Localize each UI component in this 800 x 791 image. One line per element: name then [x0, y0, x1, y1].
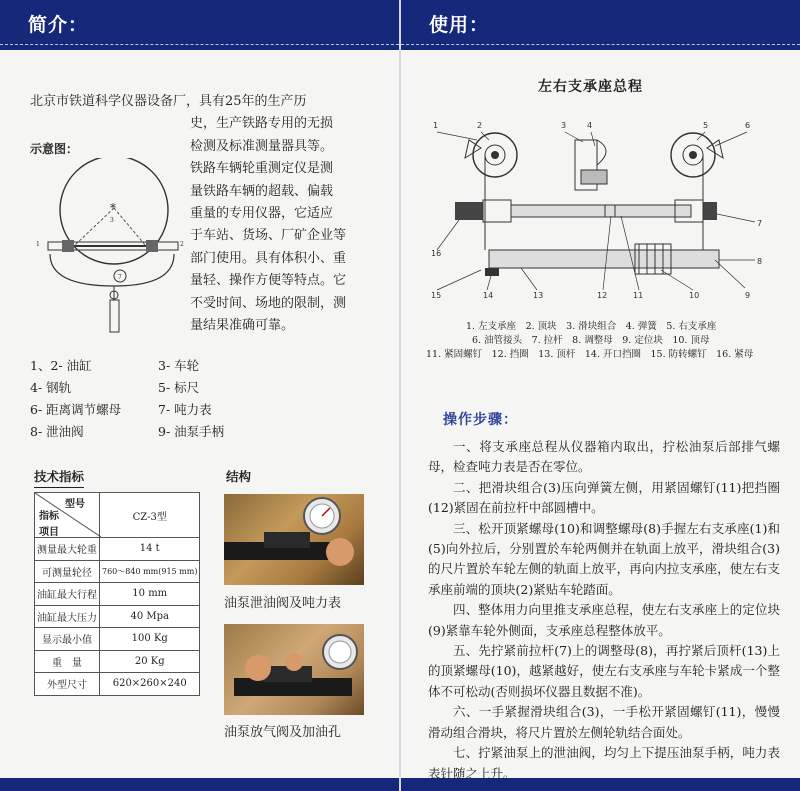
spec-key: 重 量: [35, 650, 100, 673]
diagram-legend: [426, 320, 796, 362]
table-row: [35, 650, 200, 673]
spec-value: 20 Kg: [100, 650, 200, 673]
callout-11: 11: [633, 291, 644, 300]
callout-6: 6: [745, 121, 751, 130]
callout-10: 10: [689, 291, 700, 300]
parts-row: [30, 356, 370, 378]
spec-index-label: 指标: [39, 511, 59, 522]
svg-text:7: 7: [118, 274, 122, 281]
pump-photo-1-art: [224, 494, 364, 585]
part-item: 6- 距离调节螺母: [30, 402, 122, 417]
intro-line: 铁路车辆轮重测定仪是测: [190, 161, 334, 177]
structure-section-title: [226, 467, 251, 485]
intro-line: 量铁路车辆的超载、偏载: [190, 183, 334, 199]
support-assembly-diagram: [425, 110, 795, 310]
part-item: 3- 车轮: [158, 358, 200, 373]
spec-model-label: 型号: [65, 499, 85, 510]
step-paragraph: 二、把滑块组合(3)压向弹簧左侧，用紧固螺钉(11)把挡圈(12)紧固在前拉杆中部圆槽中。: [428, 479, 780, 516]
header-dash-line: [401, 44, 800, 45]
right-header-band: [401, 0, 800, 50]
callout-1: 1: [433, 121, 439, 130]
right-header-title: 使用：: [429, 14, 490, 36]
spec-diag-cell: [35, 493, 100, 538]
intro-line: 量结果准确可靠。: [190, 318, 295, 334]
structure-title-text: 结构: [226, 469, 252, 484]
spec-value: 40 Mpa: [100, 605, 200, 628]
step-paragraph: 三、松开顶紧螺母(10)和调整螺母(8)手握左右支承座(1)和(5)向外拉后，分别置於车轮两侧并在轨面上放平，滑块组合(3)的尺片置於车轮左侧的轨面上放平，再向内拉支承座，使左右支承座前端的顶块(2)紧贴车轮踏面。: [428, 520, 780, 597]
spec-value: 10 mm: [100, 583, 200, 606]
callout-7: 7: [757, 219, 763, 228]
svg-text:1: 1: [36, 241, 40, 248]
legend-row: 1. 左支承座 2. 顶块 3. 滑块组合 4. 弹簧 5. 右支承座: [466, 321, 717, 332]
svg-text:*: *: [110, 201, 116, 215]
legend-row: 6. 油管接头 7. 拉杆 8. 调整母 9. 定位块 10. 顶母: [472, 335, 710, 346]
intro-line: 检测及标准测量器具等。: [190, 138, 334, 154]
callout-4: 4: [587, 121, 593, 130]
spec-value: 760～840 mm(915 mm): [100, 560, 200, 583]
spec-item-label: 项目: [39, 527, 59, 538]
left-footer-band: [0, 778, 399, 791]
step-paragraph: 六、一手紧握滑块组合(3)，一手松开紧固螺钉(11)，慢慢滑动组合滑块，将尺片置於左侧轮轨结合面处。: [428, 704, 780, 740]
left-panel: [0, 0, 399, 791]
left-header-title: 简介：: [28, 14, 89, 36]
pump-photo-2-art: [224, 624, 364, 715]
wheel-sketch-diagram: [34, 158, 184, 343]
spec-table: [34, 492, 200, 696]
parts-row: [30, 378, 370, 400]
parts-row: [30, 400, 370, 422]
step-paragraph: 五、先拧紧前拉杆(7)上的调整母(8)，再拧紧后顶杆(13)上的顶紧螺母(10)，越紧越好，使左右支承座与车轮卡紧成一个整体不可松动(否则损坏仪器且数据不准)。: [428, 643, 780, 699]
spec-key: 测量最大轮重: [35, 538, 100, 561]
spec-key: 显示最小值: [35, 628, 100, 651]
photo-caption-2: 油泵放气阀及加油孔: [224, 725, 342, 740]
callout-16: 16: [431, 249, 442, 258]
parts-list: [30, 356, 370, 444]
callout-5: 5: [703, 121, 709, 130]
table-row: [35, 583, 200, 606]
parts-row: [30, 422, 370, 444]
callout-15: 15: [431, 291, 442, 300]
legend-row: 11. 紧固螺钉 12. 挡圈 13. 顶杆 14. 开口挡圈 15. 防转螺钉 16. 紧母: [426, 349, 754, 360]
callout-13: 13: [533, 291, 544, 300]
spec-header-row: [35, 493, 200, 538]
spec-key: 可测量轮径: [35, 560, 100, 583]
intro-line: 量轻、操作方便等特点。它: [190, 273, 347, 289]
callout-14: 14: [483, 291, 494, 300]
callout-3: 3: [561, 121, 567, 130]
pump-photo-1: [224, 494, 364, 585]
svg-text:2: 2: [180, 241, 184, 248]
intro-line: 不受时间、场地的限制，测: [190, 295, 347, 311]
header-dash-line: [0, 44, 399, 45]
spec-value: 100 Kg: [100, 628, 200, 651]
spec-key: 外型尺寸: [35, 673, 100, 696]
intro-line: 北京市铁道科学仪器设备厂，具有25年的生产历: [30, 94, 307, 109]
operation-steps: [428, 437, 780, 784]
spec-key: 油缸最大行程: [35, 583, 100, 606]
intro-line: 部门使用。具有体积小、重: [190, 250, 347, 266]
table-row: [35, 538, 200, 561]
intro-line: 于车站、货场、厂矿企业等: [190, 228, 347, 244]
part-item: 8- 泄油阀: [30, 424, 84, 439]
part-item: 1、2- 油缸: [30, 358, 92, 373]
left-header-band: [0, 0, 399, 50]
callout-9: 9: [745, 291, 751, 300]
table-row: [35, 673, 200, 696]
diagram-title: 左右支承座总程: [538, 79, 643, 95]
table-row: [35, 628, 200, 651]
callout-2: 2: [477, 121, 483, 130]
step-paragraph: 一、将支承座总程从仪器箱内取出，拧松油泵后部排气螺母，检查吨力表是否在零位。: [428, 439, 780, 475]
part-item: 4- 钢轨: [30, 380, 72, 395]
spec-value: 14 t: [100, 538, 200, 561]
table-row: [35, 560, 200, 583]
svg-text:3: 3: [110, 217, 114, 224]
spec-section-title: [34, 467, 84, 488]
part-item: 7- 吨力表: [158, 402, 212, 417]
spec-value: 620×260×240: [100, 673, 200, 696]
step-paragraph: 七、拧紧油泵上的泄油阀，均匀上下提压油泵手柄，吨力表表针随之上升。: [428, 745, 780, 781]
table-row: [35, 605, 200, 628]
callout-8: 8: [757, 257, 763, 266]
spec-key: 油缸最大压力: [35, 605, 100, 628]
callout-12: 12: [597, 291, 608, 300]
part-item: 9- 油泵手柄: [158, 424, 225, 439]
intro-line: 史，生产铁路专用的无损: [190, 116, 334, 132]
steps-title: 操作步骤：: [443, 412, 518, 428]
pump-photo-2: [224, 624, 364, 715]
step-paragraph: 四、整体用力向里推支承座总程，使左右支承座上的定位块(9)紧靠车轮外侧面，支承座总程整体放平。: [428, 602, 780, 638]
photo-caption-1: 油泵泄油阀及吨力表: [224, 596, 342, 611]
sketch-label: 示意图：: [30, 142, 79, 156]
spec-model-value: CZ-3型: [100, 493, 200, 538]
intro-line: 重量的专用仪器，它适应: [190, 206, 334, 222]
spec-title-text: 技术指标: [34, 469, 85, 484]
part-item: 5- 标尺: [158, 380, 200, 395]
